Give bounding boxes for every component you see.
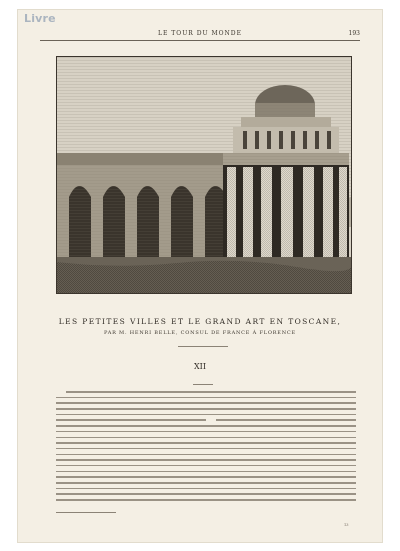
text-line — [56, 442, 206, 444]
text-line — [206, 454, 356, 456]
text-line — [56, 459, 206, 461]
text-line — [206, 493, 356, 495]
text-line — [216, 419, 356, 421]
text-line — [56, 471, 206, 473]
text-line — [56, 419, 206, 421]
text-line — [206, 488, 356, 490]
text-line — [56, 414, 206, 416]
text-line — [206, 391, 356, 393]
text-line — [206, 448, 356, 450]
text-line — [206, 408, 356, 410]
text-line — [56, 437, 206, 439]
book-page — [18, 10, 382, 542]
text-line — [206, 465, 356, 467]
text-line — [206, 414, 356, 416]
text-line — [56, 499, 206, 501]
text-line — [206, 425, 356, 427]
text-line — [56, 465, 206, 467]
page-number: 193 — [348, 30, 360, 37]
text-line — [206, 482, 356, 484]
text-line — [56, 402, 206, 404]
text-line — [56, 408, 206, 410]
text-line — [206, 442, 356, 444]
text-line — [206, 459, 356, 461]
text-line — [56, 448, 206, 450]
temple-aqueduct-engraving — [57, 57, 351, 293]
sheet-signature: 13 — [344, 523, 349, 527]
text-line — [206, 471, 356, 473]
text-line — [66, 391, 206, 393]
summary-rule — [193, 384, 213, 385]
header-rule — [40, 40, 360, 41]
text-line — [56, 482, 206, 484]
text-line — [56, 493, 206, 495]
title-rule — [178, 346, 228, 347]
body-column-left — [56, 391, 206, 505]
running-head: LE TOUR DU MONDE — [158, 30, 242, 37]
engraving-illustration — [56, 56, 352, 294]
text-line — [56, 488, 206, 490]
text-line — [56, 425, 206, 427]
aqueduct — [57, 153, 227, 257]
text-line — [56, 397, 206, 399]
footnote-rule — [56, 512, 116, 513]
text-line — [206, 476, 356, 478]
text-line — [206, 499, 356, 501]
body-column-right — [206, 391, 356, 505]
text-line — [56, 454, 206, 456]
text-line — [206, 397, 356, 399]
text-line — [206, 402, 356, 404]
text-line — [206, 437, 356, 439]
chapter-number: XII — [193, 362, 206, 371]
watermark-logo: Livre — [24, 12, 56, 25]
article-title: LES PETITES VILLES ET LE GRAND ART EN TOSCANE, — [58, 317, 342, 326]
text-line — [56, 476, 206, 478]
author-byline: PAR M. HENRI BELLE, CONSUL DE FRANCE À FLORENCE — [103, 330, 296, 336]
text-line — [56, 431, 206, 433]
text-line — [206, 431, 356, 433]
